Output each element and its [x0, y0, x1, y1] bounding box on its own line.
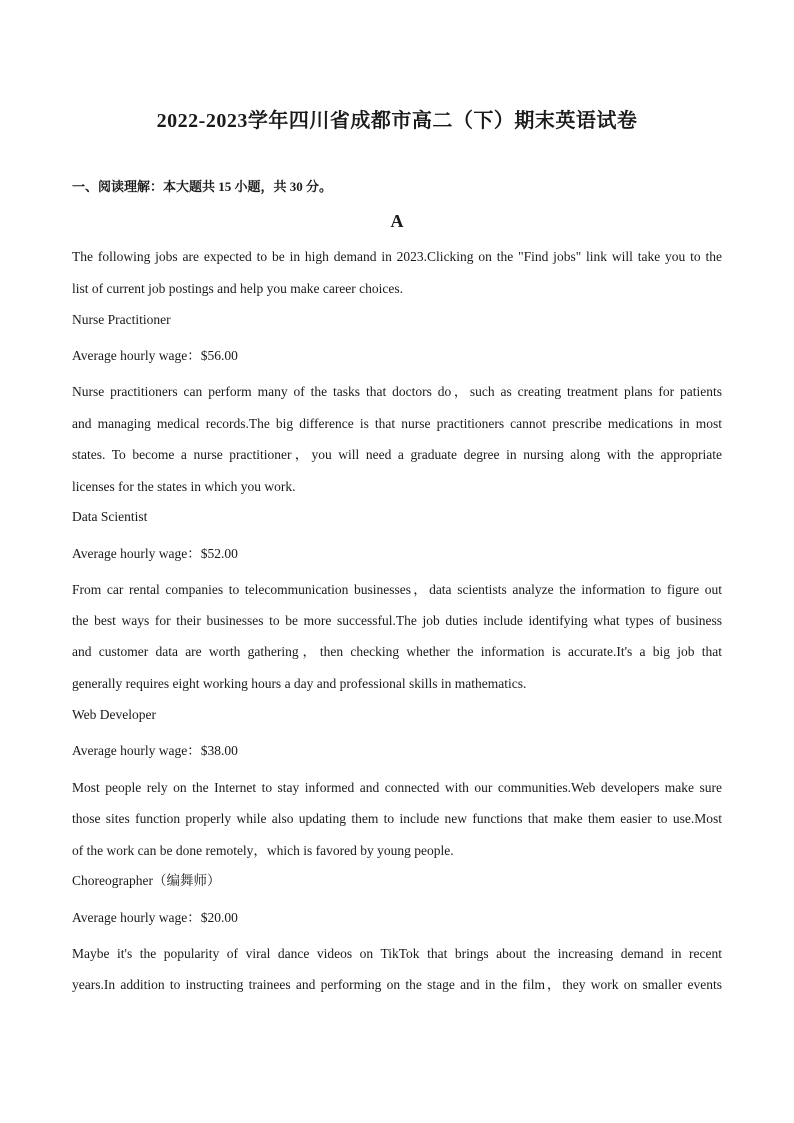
- job-description-line: Maybe it's the popularity of viral dance videos on TikTok that brings about the increasing demand in recent: [72, 946, 722, 961]
- intro-line: The following jobs are expected to be in high demand in 2023.Clicking on the "Find jobs" link will take you to the: [72, 249, 722, 264]
- job-description-line: generally requires eight working hours a day and professional skills in mathematics.: [72, 676, 527, 691]
- job-title: Web Developer: [72, 707, 156, 722]
- job-description-line: the best ways for their businesses to be more successful.The job duties include identifying what types of business: [72, 613, 722, 628]
- job-wage: Average hourly wage：$52.00: [72, 546, 238, 561]
- section-heading: 一、阅读理解：本大题共 15 小题，共 30 分。: [72, 179, 333, 194]
- job-description-line: of the work can be done remotely，which is favored by young people.: [72, 843, 454, 858]
- job-title: Data Scientist: [72, 509, 148, 524]
- job-description-line: those sites function properly while also updating them to include new functions that make them easier to use.Most: [72, 811, 722, 826]
- job-description-line: states. To become a nurse practitioner，you will need a graduate degree in nursing along with the appropriate: [72, 447, 722, 462]
- job-title: Choreographer（编舞师）: [72, 873, 221, 888]
- job-description-line: Nurse practitioners can perform many of the tasks that doctors do，such as creating treatment plans for patients: [72, 384, 722, 399]
- job-description-line: and customer data are worth gathering，then checking whether the information is accurate.It's a big job that: [72, 644, 722, 659]
- job-description-line: Most people rely on the Internet to stay informed and connected with our communities.Web developers make sure: [72, 780, 722, 795]
- job-wage: Average hourly wage：$38.00: [72, 743, 238, 758]
- intro-line: list of current job postings and help you make career choices.: [72, 281, 404, 296]
- job-description-line: From car rental companies to telecommunication businesses，data scientists analyze the information to figure out: [72, 582, 722, 597]
- part-letter: A: [390, 211, 404, 231]
- job-description-line: licenses for the states in which you work.: [72, 479, 296, 494]
- job-description-line: years.In addition to instructing trainees and performing on the stage and in the film，they work on smaller events: [72, 977, 722, 992]
- job-wage: Average hourly wage：$56.00: [72, 348, 238, 363]
- job-wage: Average hourly wage：$20.00: [72, 910, 238, 925]
- job-description-line: and managing medical records.The big difference is that nurse practitioners cannot prescribe medications in most: [72, 416, 722, 431]
- page-title: 2022-2023学年四川省成都市高二（下）期末英语试卷: [156, 110, 638, 132]
- job-title: Nurse Practitioner: [72, 312, 171, 327]
